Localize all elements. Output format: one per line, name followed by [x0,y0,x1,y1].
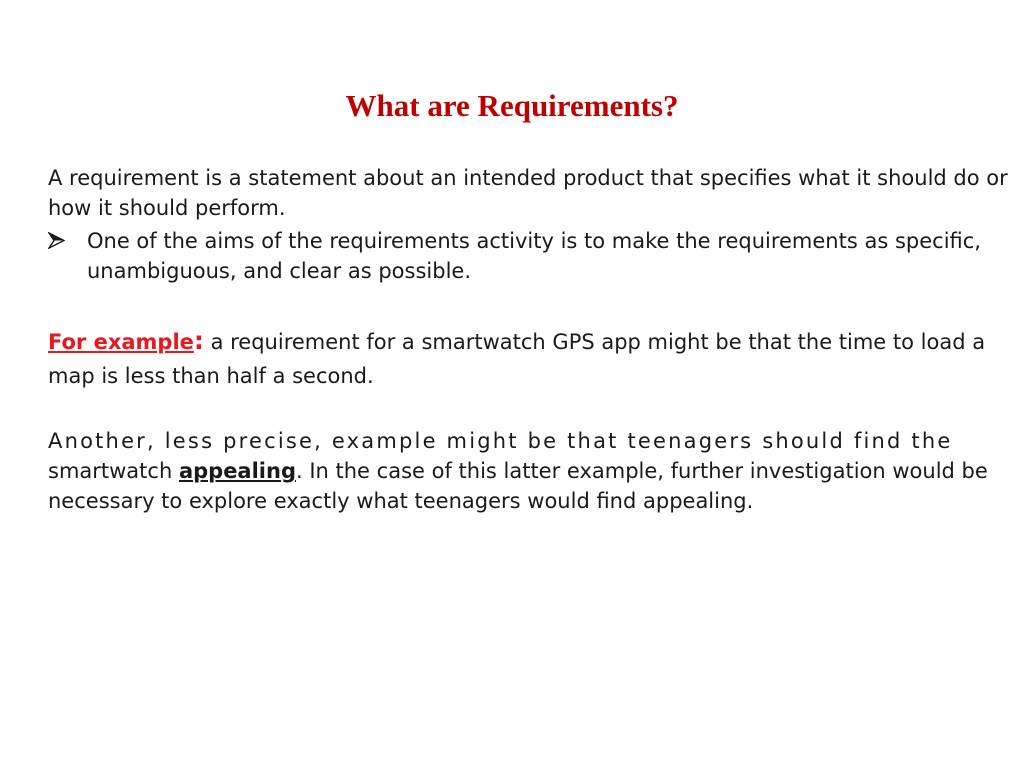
second-example-line1: Another, less precise, example might be that teenagers should find the [48,429,953,453]
definition-paragraph: A requirement is a statement about an intended product that specifies what it should do or how it should perform. [48,166,1008,220]
second-example-part1: smartwatch [48,459,179,483]
page-title: What are Requirements? [345,88,679,123]
second-example-part2: . In the case of this latter example, further investigation would be necessary to explore exactly what teenagers would find appealing. [48,459,988,513]
second-example-paragraph [48,426,1008,516]
appealing-emphasis: appealing [178,459,296,483]
example-colon: : [193,326,204,355]
example-paragraph [48,324,1008,393]
bullet-text: One of the aims of the requirements activity is to make the requirements as specific, unambiguous, and clear as possible. [87,229,981,283]
arrow-bullet-icon [48,226,70,256]
example-text: a requirement for a smartwatch GPS app might be that the time to load a map is less than half a second. [48,330,986,388]
example-label: For example [48,330,194,354]
bullet-item [48,226,1008,286]
